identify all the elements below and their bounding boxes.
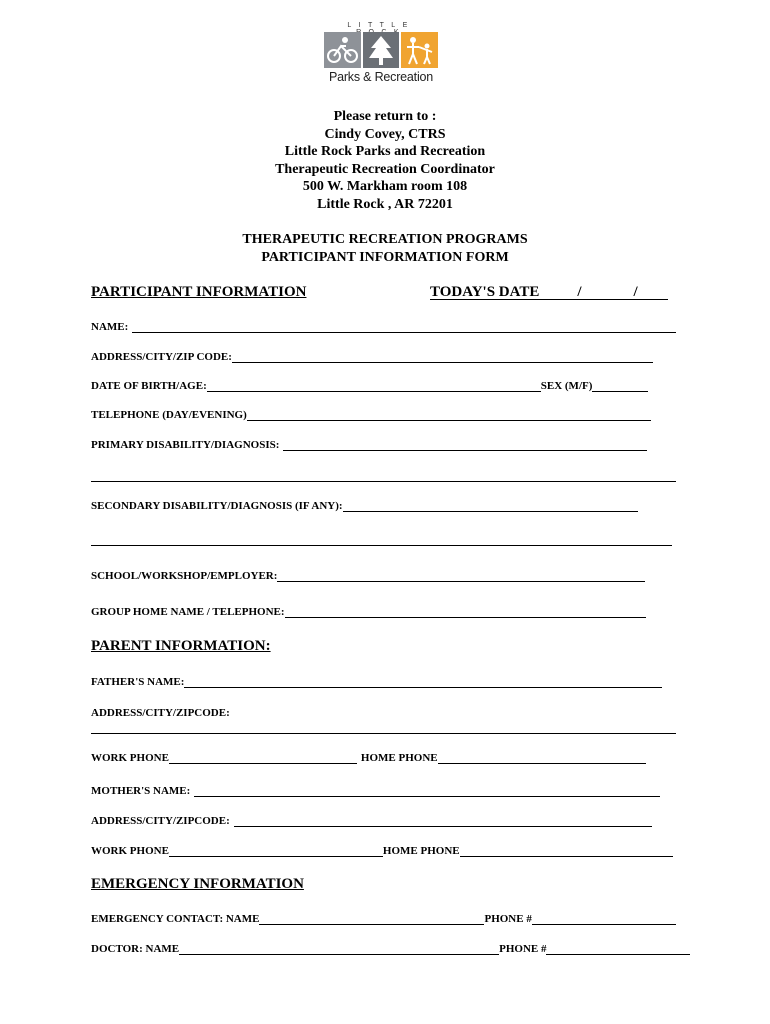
sex-label: SEX (M/F) bbox=[540, 380, 593, 392]
form-title-line: PARTICIPANT INFORMATION FORM bbox=[261, 249, 509, 265]
doctor-phone-label: PHONE # bbox=[499, 943, 547, 955]
father-label: FATHER'S NAME: bbox=[91, 676, 185, 688]
address-line: Therapeutic Recreation Coordinator bbox=[275, 161, 495, 177]
father-row bbox=[91, 675, 662, 688]
name-row bbox=[91, 320, 676, 333]
home-phone-label: HOME PHONE bbox=[360, 752, 438, 764]
doctor-field[interactable] bbox=[179, 942, 499, 955]
address-line: 500 W. Markham room 108 bbox=[302, 179, 468, 194]
work-phone-field[interactable] bbox=[169, 751, 357, 764]
group-home-label: GROUP HOME NAME / TELEPHONE: bbox=[91, 606, 285, 618]
mother-field[interactable] bbox=[194, 784, 660, 797]
address-line: Cindy Covey, CTRS bbox=[324, 126, 446, 142]
primary-field[interactable] bbox=[283, 438, 647, 451]
home-phone2-label: HOME PHONE bbox=[382, 845, 460, 857]
parent-heading: PARENT INFORMATION: bbox=[91, 638, 271, 654]
secondary-row bbox=[91, 499, 638, 512]
doctor-row bbox=[91, 942, 690, 955]
todays-date-label: TODAY'S DATE bbox=[430, 284, 540, 300]
group-home-row bbox=[91, 605, 646, 618]
emergency-phone-field[interactable] bbox=[532, 912, 676, 925]
parent-address2-row bbox=[91, 814, 652, 827]
dob-label: DATE OF BIRTH/AGE: bbox=[91, 380, 207, 392]
work-phone2-label: WORK PHONE bbox=[91, 845, 169, 857]
return-address bbox=[0, 108, 770, 213]
cyclist-icon bbox=[324, 32, 361, 68]
work-phone2-row bbox=[91, 844, 673, 857]
date-separator: / bbox=[633, 284, 638, 300]
telephone-field[interactable] bbox=[247, 408, 651, 421]
logo-top-text: LITTLE bbox=[347, 22, 415, 29]
school-field[interactable] bbox=[277, 569, 645, 582]
emergency-phone-label: PHONE # bbox=[484, 913, 532, 925]
work-phone-label: WORK PHONE bbox=[91, 752, 169, 764]
emergency-contact-row bbox=[91, 912, 676, 925]
address-field[interactable] bbox=[232, 350, 653, 363]
dob-row bbox=[91, 379, 648, 392]
date-month-field[interactable] bbox=[539, 284, 577, 300]
telephone-row bbox=[91, 408, 651, 421]
group-home-field[interactable] bbox=[285, 605, 646, 618]
work-phone2-field[interactable] bbox=[169, 844, 383, 857]
primary-label: PRIMARY DISABILITY/DIAGNOSIS: bbox=[91, 439, 280, 451]
father-field[interactable] bbox=[184, 675, 662, 688]
doctor-phone-field[interactable] bbox=[546, 942, 690, 955]
date-day-field[interactable] bbox=[582, 284, 634, 300]
school-label: SCHOOL/WORKSHOP/EMPLOYER: bbox=[91, 570, 278, 582]
telephone-label: TELEPHONE (DAY/EVENING) bbox=[91, 409, 247, 421]
secondary-field[interactable] bbox=[343, 499, 638, 512]
primary-continued-line[interactable] bbox=[91, 481, 676, 482]
address-line: Little Rock , AR 72201 bbox=[317, 196, 453, 212]
parent-address-field[interactable] bbox=[91, 733, 676, 734]
secondary-label: SECONDARY DISABILITY/DIAGNOSIS (IF ANY): bbox=[91, 500, 343, 512]
date-separator: / bbox=[577, 284, 582, 300]
name-label: NAME: bbox=[91, 321, 129, 333]
work-phone-row bbox=[91, 751, 646, 764]
dob-field[interactable] bbox=[207, 379, 541, 392]
participant-heading: PARTICIPANT INFORMATION bbox=[91, 284, 307, 300]
parent-address2-label: ADDRESS/CITY/ZIPCODE: bbox=[91, 815, 230, 827]
logo-tiles bbox=[324, 32, 438, 68]
todays-date bbox=[430, 284, 668, 300]
form-title bbox=[0, 231, 770, 266]
emergency-heading: EMERGENCY INFORMATION bbox=[91, 876, 304, 892]
tree-icon bbox=[363, 32, 400, 68]
sex-field[interactable] bbox=[592, 379, 648, 392]
primary-row bbox=[91, 438, 647, 451]
form-title-line: THERAPEUTIC RECREATION PROGRAMS bbox=[242, 232, 528, 247]
doctor-label: DOCTOR: NAME bbox=[91, 943, 180, 955]
emergency-contact-label: EMERGENCY CONTACT: NAME bbox=[91, 913, 260, 925]
date-year-field[interactable] bbox=[638, 284, 668, 300]
parent-address2-field[interactable] bbox=[234, 814, 652, 827]
logo-name: Parks & Recreation bbox=[328, 70, 434, 84]
home-phone2-field[interactable] bbox=[460, 844, 673, 857]
address-line: Please return to : bbox=[333, 109, 437, 124]
mother-row bbox=[91, 784, 660, 797]
family-icon bbox=[401, 32, 438, 68]
parks-logo bbox=[322, 22, 440, 86]
secondary-continued-line[interactable] bbox=[91, 545, 672, 546]
address-label: ADDRESS/CITY/ZIP CODE: bbox=[91, 351, 232, 363]
emergency-contact-field[interactable] bbox=[259, 912, 484, 925]
school-row bbox=[91, 569, 645, 582]
name-field[interactable] bbox=[132, 320, 676, 333]
parent-address-row bbox=[91, 707, 230, 719]
address-line: Little Rock Parks and Recreation bbox=[284, 144, 486, 159]
address-row bbox=[91, 350, 653, 363]
parent-address-label: ADDRESS/CITY/ZIPCODE: bbox=[91, 707, 230, 719]
mother-label: MOTHER'S NAME: bbox=[91, 785, 191, 797]
home-phone-field[interactable] bbox=[438, 751, 646, 764]
